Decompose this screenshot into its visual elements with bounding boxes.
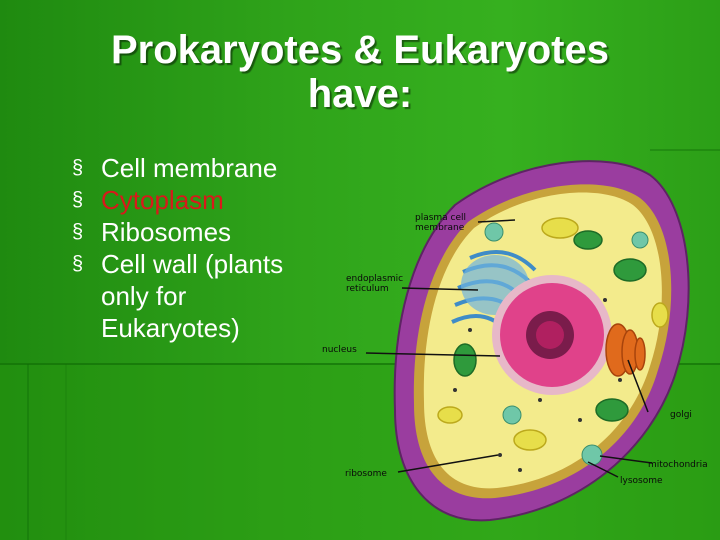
- bullet-marker: §: [72, 221, 84, 243]
- bullet-marker: §: [72, 253, 84, 275]
- label-line: plasma cell: [415, 213, 467, 223]
- label-plasma-membrane: [415, 213, 466, 233]
- label-line: reticulum: [346, 284, 389, 294]
- label-nucleus: nucleus: [322, 345, 357, 355]
- label-lysosome: lysosome: [620, 476, 663, 486]
- title-line-1: Prokaryotes & Eukaryotes: [110, 28, 609, 72]
- label-ribosome: ribosome: [345, 469, 387, 479]
- bullet-text-line-3: Eukaryotes): [101, 313, 240, 343]
- label-endoplasmic-reticulum: [346, 274, 403, 294]
- bullet-text: Cytoplasm: [101, 185, 224, 215]
- label-line: membrane: [415, 223, 465, 233]
- label-golgi: golgi: [670, 410, 692, 420]
- bullet-text: Ribosomes: [101, 217, 232, 247]
- nucleus: [492, 275, 612, 395]
- bullet-marker: §: [72, 157, 84, 179]
- bullet-marker: §: [72, 189, 84, 211]
- bullet-text-line-2: only for: [101, 281, 187, 311]
- title-line-2: have:: [307, 72, 413, 116]
- bullet-text-line-1: Cell wall (plants: [101, 249, 284, 279]
- label-mitochondria: mitochondria: [648, 460, 708, 470]
- bullet-text: Cell membrane: [101, 153, 278, 183]
- label-line: endoplasmic: [346, 274, 404, 284]
